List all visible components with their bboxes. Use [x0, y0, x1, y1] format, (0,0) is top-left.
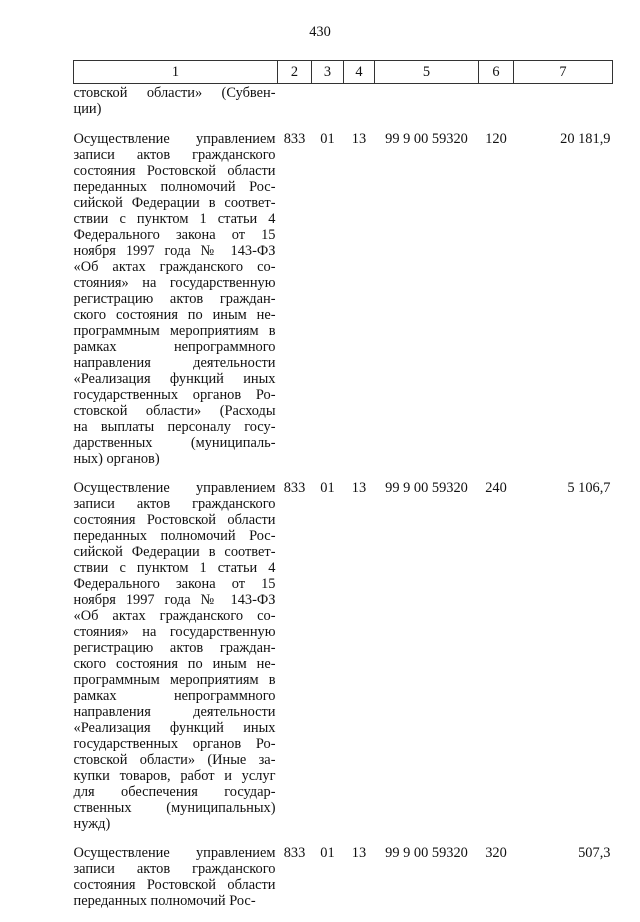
description-line: сийской Федерации в соответ- — [74, 544, 276, 560]
column-header-6: 6 — [479, 61, 514, 84]
description-line: программным мероприятиям в — [74, 672, 276, 688]
ministry-code — [278, 84, 312, 132]
description-line: Федерального закона от 15 — [74, 227, 276, 243]
subsection-code — [344, 84, 375, 132]
description-line: ноября 1997 года № 143-ФЗ — [74, 243, 276, 259]
table-header — [74, 61, 613, 84]
description-line: стовской области» (Иные за- — [74, 752, 276, 768]
amount-value: 5 106,7 — [514, 480, 613, 845]
column-header-7: 7 — [514, 61, 613, 84]
section-code: 01 — [312, 480, 344, 845]
description-line: ского состояния по иным не- — [74, 307, 276, 323]
amount-value — [514, 84, 613, 132]
description-line: купки товаров, работ и услуг — [74, 768, 276, 784]
description-line: ствии с пунктом 1 статьи 4 — [74, 211, 276, 227]
column-header-5: 5 — [375, 61, 479, 84]
description-line: записи актов гражданского — [74, 861, 276, 877]
row-description — [74, 845, 278, 922]
section-code: 01 — [312, 131, 344, 480]
row-description — [74, 480, 278, 845]
table-row — [74, 84, 613, 132]
description-line: сийской Федерации в соответ- — [74, 195, 276, 211]
subsection-code: 13 — [344, 845, 375, 922]
subsection-code: 13 — [344, 131, 375, 480]
column-header-4: 4 — [344, 61, 375, 84]
expense-type-code — [479, 84, 514, 132]
expense-type-code: 240 — [479, 480, 514, 845]
row-description — [74, 84, 278, 132]
description-line: стояния» на государственную — [74, 624, 276, 640]
target-article-code: 99 9 00 59320 — [375, 845, 479, 922]
description-line: Осуществление управлением — [74, 845, 276, 861]
table-row — [74, 480, 613, 845]
description-line: на выплаты персоналу госу- — [74, 419, 276, 435]
description-line: государственных органов Ро- — [74, 387, 276, 403]
target-article-code: 99 9 00 59320 — [375, 131, 479, 480]
description-line: ции) — [74, 101, 276, 117]
description-line: записи актов гражданского — [74, 496, 276, 512]
table-row — [74, 131, 613, 480]
section-code: 01 — [312, 845, 344, 922]
description-line: стояния» на государственную — [74, 275, 276, 291]
amount-value: 20 181,9 — [514, 131, 613, 480]
description-line: направления деятельности — [74, 355, 276, 371]
description-line: для обеспечения государ- — [74, 784, 276, 800]
ministry-code: 833 — [278, 845, 312, 922]
subsection-code: 13 — [344, 480, 375, 845]
amount-value: 507,3 — [514, 845, 613, 922]
target-article-code: 99 9 00 59320 — [375, 480, 479, 845]
description-line: «Об актах гражданского со- — [74, 608, 276, 624]
description-line: ствии с пунктом 1 статьи 4 — [74, 560, 276, 576]
description-line: направления деятельности — [74, 704, 276, 720]
header-row — [74, 61, 613, 84]
description-line: ского состояния по иным не- — [74, 656, 276, 672]
description-line: Осуществление управлением — [74, 131, 276, 147]
description-line: регистрацию актов граждан- — [74, 291, 276, 307]
description-line: переданных полномочий Рос- — [74, 528, 276, 544]
description-line: дарственных (муниципаль- — [74, 435, 276, 451]
description-line: рамках непрограммного — [74, 688, 276, 704]
description-line: «Об актах гражданского со- — [74, 259, 276, 275]
description-line: состояния Ростовской области — [74, 512, 276, 528]
description-line: нужд) — [74, 816, 276, 832]
description-line: программным мероприятиям в — [74, 323, 276, 339]
description-line: ственных (муниципальных) — [74, 800, 276, 816]
description-line: состояния Ростовской области — [74, 163, 276, 179]
description-line: переданных полномочий Рос- — [74, 893, 276, 909]
description-line: переданных полномочий Рос- — [74, 179, 276, 195]
target-article-code — [375, 84, 479, 132]
description-line: «Реализация функций иных — [74, 720, 276, 736]
description-line: стовской области» (Субвен- — [74, 85, 276, 101]
budget-table — [73, 60, 613, 922]
description-line: рамках непрограммного — [74, 339, 276, 355]
description-line: записи актов гражданского — [74, 147, 276, 163]
page-number: 430 — [0, 24, 640, 41]
description-line: состояния Ростовской области — [74, 877, 276, 893]
row-description — [74, 131, 278, 480]
description-line: регистрацию актов граждан- — [74, 640, 276, 656]
expense-type-code: 320 — [479, 845, 514, 922]
section-code — [312, 84, 344, 132]
column-header-1: 1 — [74, 61, 278, 84]
description-line: ных) органов) — [74, 451, 276, 467]
description-line: «Реализация функций иных — [74, 371, 276, 387]
ministry-code: 833 — [278, 131, 312, 480]
ministry-code: 833 — [278, 480, 312, 845]
description-line: стовской области» (Расходы — [74, 403, 276, 419]
description-line: государственных органов Ро- — [74, 736, 276, 752]
column-header-3: 3 — [312, 61, 344, 84]
expense-type-code: 120 — [479, 131, 514, 480]
description-line: ноября 1997 года № 143-ФЗ — [74, 592, 276, 608]
column-header-2: 2 — [278, 61, 312, 84]
table-row — [74, 845, 613, 922]
table-body — [74, 84, 613, 922]
description-line: Осуществление управлением — [74, 480, 276, 496]
description-line: Федерального закона от 15 — [74, 576, 276, 592]
